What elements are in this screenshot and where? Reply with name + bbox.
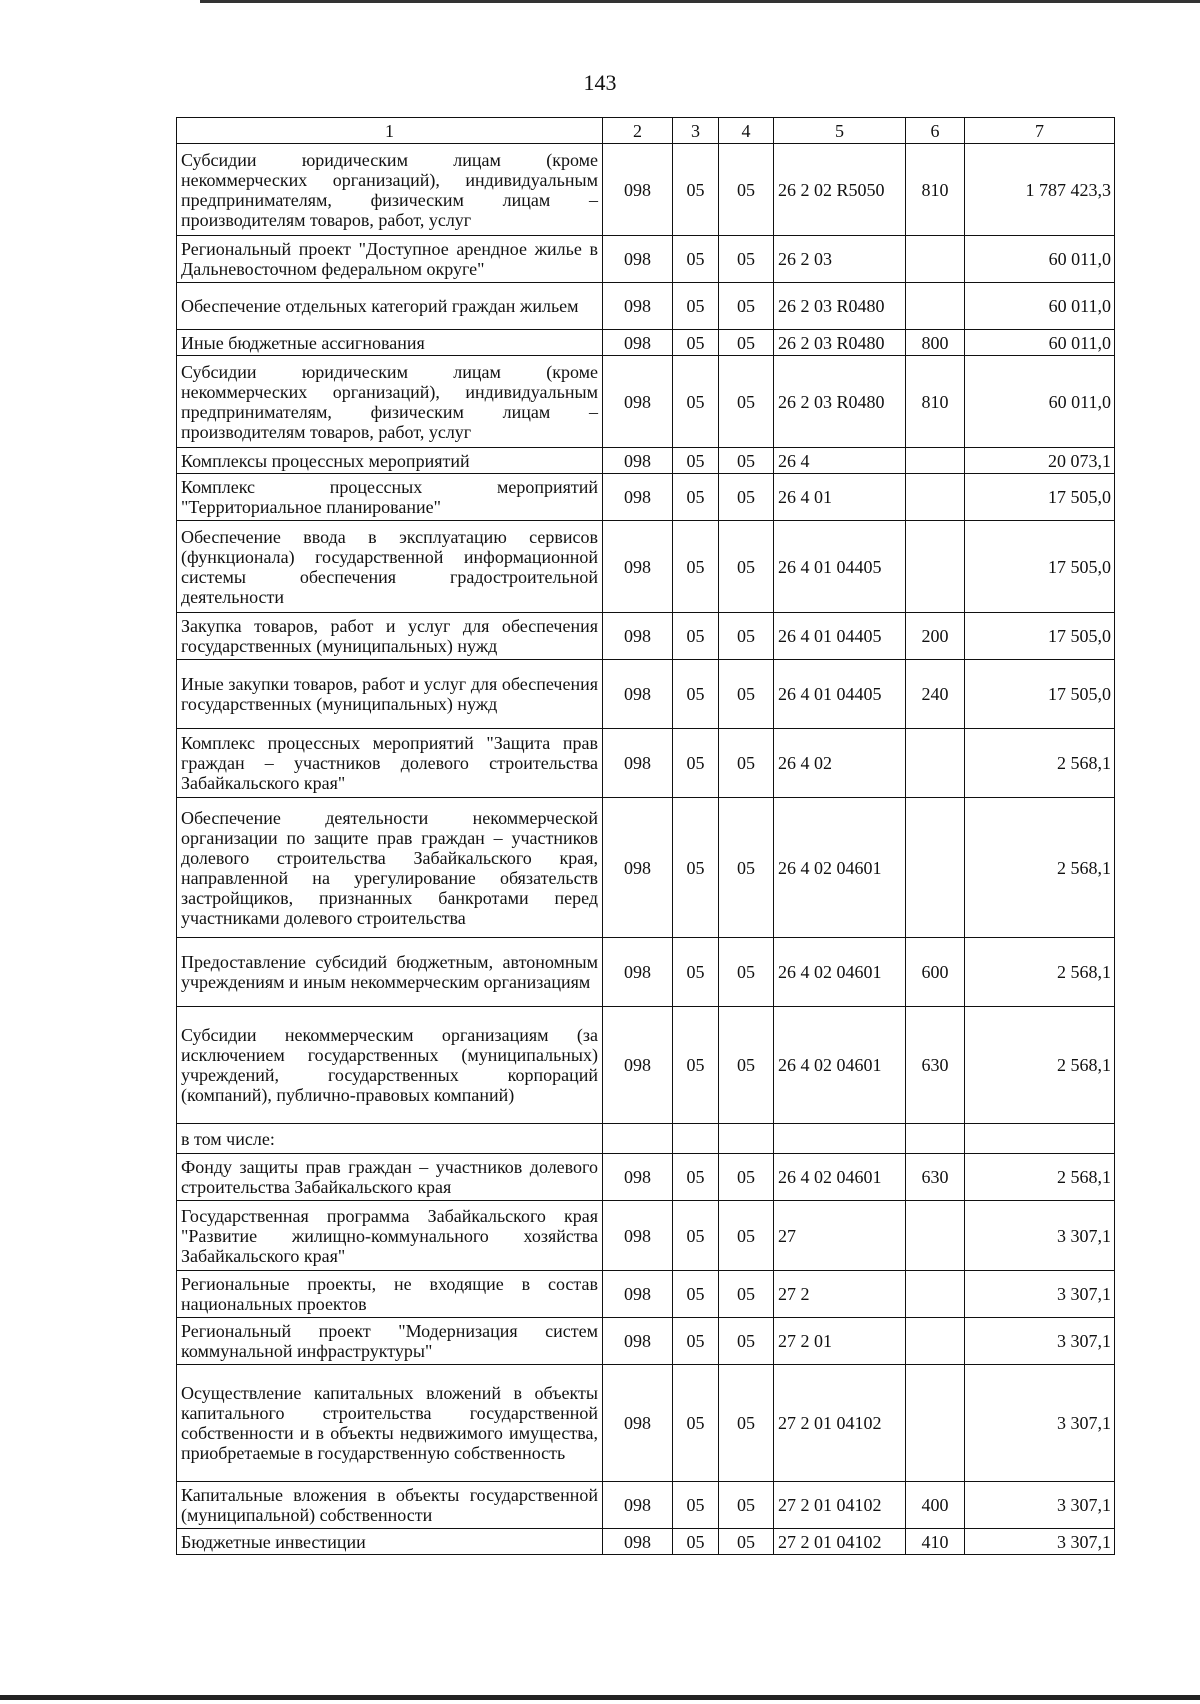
section-code: 05 <box>673 1007 719 1124</box>
expense-type-code <box>906 1271 965 1318</box>
subsection-code: 05 <box>719 1365 774 1482</box>
column-header: 4 <box>719 118 774 144</box>
expense-type-code <box>906 798 965 938</box>
subsection-code: 05 <box>719 1154 774 1201</box>
ministry-code: 098 <box>603 236 673 283</box>
subsection-code: 05 <box>719 448 774 474</box>
header-row <box>177 118 1115 144</box>
section-code: 05 <box>673 474 719 521</box>
target-article-code: 26 4 01 04405 <box>774 613 906 660</box>
section-code: 05 <box>673 729 719 798</box>
section-code: 05 <box>673 283 719 330</box>
expense-type-code: 630 <box>906 1007 965 1124</box>
ministry-code: 098 <box>603 1007 673 1124</box>
table-row <box>177 356 1115 448</box>
target-article-code: 26 4 01 04405 <box>774 521 906 613</box>
row-description: Комплекс процессных мероприятий "Территориальное планирование" <box>177 474 603 521</box>
table-row <box>177 613 1115 660</box>
section-code: 05 <box>673 144 719 236</box>
expense-type-code: 800 <box>906 330 965 356</box>
ministry-code: 098 <box>603 474 673 521</box>
target-article-code: 26 4 02 04601 <box>774 1154 906 1201</box>
section-code <box>673 1124 719 1154</box>
section-code: 05 <box>673 1529 719 1555</box>
subsection-code: 05 <box>719 356 774 448</box>
target-article-code: 26 4 02 <box>774 729 906 798</box>
subsection-code: 05 <box>719 283 774 330</box>
amount: 2 568,1 <box>965 1154 1115 1201</box>
subsection-code: 05 <box>719 1007 774 1124</box>
amount: 3 307,1 <box>965 1529 1115 1555</box>
table-row <box>177 1529 1115 1555</box>
amount: 17 505,0 <box>965 660 1115 729</box>
table-row <box>177 1154 1115 1201</box>
subsection-code: 05 <box>719 1318 774 1365</box>
amount: 60 011,0 <box>965 330 1115 356</box>
amount: 3 307,1 <box>965 1201 1115 1271</box>
column-header: 6 <box>906 118 965 144</box>
amount <box>965 1124 1115 1154</box>
row-description: Предоставление субсидий бюджетным, автономным учреждениям и иным некоммерческим организациям <box>177 938 603 1007</box>
subsection-code <box>719 1124 774 1154</box>
row-description: Субсидии юридическим лицам (кроме некоммерческих организаций), индивидуальным предпринимателям, физическим лицам – производителям товаров, работ, услуг <box>177 356 603 448</box>
column-header: 2 <box>603 118 673 144</box>
amount: 17 505,0 <box>965 521 1115 613</box>
table-row <box>177 938 1115 1007</box>
row-description: Обеспечение отдельных категорий граждан жильем <box>177 283 603 330</box>
row-description: Бюджетные инвестиции <box>177 1529 603 1555</box>
amount: 2 568,1 <box>965 729 1115 798</box>
amount: 2 568,1 <box>965 1007 1115 1124</box>
section-code: 05 <box>673 613 719 660</box>
table-row <box>177 1201 1115 1271</box>
expense-type-code: 240 <box>906 660 965 729</box>
ministry-code: 098 <box>603 729 673 798</box>
target-article-code: 27 2 01 <box>774 1318 906 1365</box>
scan-top-edge <box>200 0 1200 3</box>
target-article-code: 26 4 01 <box>774 474 906 521</box>
row-description: Иные закупки товаров, работ и услуг для обеспечения государственных (муниципальных) нужд <box>177 660 603 729</box>
expense-type-code <box>906 729 965 798</box>
column-header: 3 <box>673 118 719 144</box>
row-description: Капитальные вложения в объекты государственной (муниципальной) собственности <box>177 1482 603 1529</box>
budget-table <box>176 117 1115 1555</box>
amount: 17 505,0 <box>965 613 1115 660</box>
row-description: Субсидии юридическим лицам (кроме некоммерческих организаций), индивидуальным предпринимателям, физическим лицам – производителям товаров, работ, услуг <box>177 144 603 236</box>
subsection-code: 05 <box>719 613 774 660</box>
table-row <box>177 521 1115 613</box>
target-article-code: 26 4 02 04601 <box>774 798 906 938</box>
table-row <box>177 330 1115 356</box>
subsection-code: 05 <box>719 236 774 283</box>
section-code: 05 <box>673 236 719 283</box>
amount: 60 011,0 <box>965 283 1115 330</box>
amount: 3 307,1 <box>965 1318 1115 1365</box>
section-code: 05 <box>673 356 719 448</box>
target-article-code: 26 4 <box>774 448 906 474</box>
target-article-code: 26 4 02 04601 <box>774 1007 906 1124</box>
subsection-code: 05 <box>719 660 774 729</box>
ministry-code: 098 <box>603 1529 673 1555</box>
row-description: Комплексы процессных мероприятий <box>177 448 603 474</box>
amount: 3 307,1 <box>965 1365 1115 1482</box>
subsection-code: 05 <box>719 330 774 356</box>
target-article-code: 26 4 01 04405 <box>774 660 906 729</box>
subsection-code: 05 <box>719 1482 774 1529</box>
target-article-code: 26 2 03 R0480 <box>774 330 906 356</box>
section-code: 05 <box>673 1365 719 1482</box>
expense-type-code: 600 <box>906 938 965 1007</box>
target-article-code: 26 4 02 04601 <box>774 938 906 1007</box>
amount: 20 073,1 <box>965 448 1115 474</box>
row-description: Комплекс процессных мероприятий "Защита прав граждан – участников долевого строительства Забайкальского края" <box>177 729 603 798</box>
subsection-code: 05 <box>719 1271 774 1318</box>
ministry-code: 098 <box>603 1201 673 1271</box>
section-code: 05 <box>673 1154 719 1201</box>
amount: 3 307,1 <box>965 1482 1115 1529</box>
section-code: 05 <box>673 330 719 356</box>
section-code: 05 <box>673 521 719 613</box>
ministry-code: 098 <box>603 613 673 660</box>
ministry-code: 098 <box>603 521 673 613</box>
expense-type-code <box>906 283 965 330</box>
expense-type-code: 810 <box>906 144 965 236</box>
ministry-code: 098 <box>603 798 673 938</box>
ministry-code: 098 <box>603 356 673 448</box>
ministry-code: 098 <box>603 660 673 729</box>
table-row <box>177 798 1115 938</box>
amount: 3 307,1 <box>965 1271 1115 1318</box>
expense-type-code <box>906 1201 965 1271</box>
subsection-code: 05 <box>719 938 774 1007</box>
ministry-code: 098 <box>603 283 673 330</box>
amount: 1 787 423,3 <box>965 144 1115 236</box>
section-code: 05 <box>673 1201 719 1271</box>
amount: 2 568,1 <box>965 798 1115 938</box>
column-header: 5 <box>774 118 906 144</box>
row-description: Осуществление капитальных вложений в объекты капитального строительства государственной собственности и в объекты недвижимого имущества, приобретаемые в государственную собственность <box>177 1365 603 1482</box>
ministry-code: 098 <box>603 938 673 1007</box>
target-article-code: 26 2 03 <box>774 236 906 283</box>
row-description: Иные бюджетные ассигнования <box>177 330 603 356</box>
row-description: Региональные проекты, не входящие в состав национальных проектов <box>177 1271 603 1318</box>
ministry-code: 098 <box>603 1154 673 1201</box>
expense-type-code: 200 <box>906 613 965 660</box>
subsection-code: 05 <box>719 474 774 521</box>
subsection-code: 05 <box>719 729 774 798</box>
section-code: 05 <box>673 1271 719 1318</box>
row-description: Обеспечение ввода в эксплуатацию сервисов (функционала) государственной информационной системы обеспечения градостроительной деятельности <box>177 521 603 613</box>
expense-type-code <box>906 1318 965 1365</box>
expense-type-code: 810 <box>906 356 965 448</box>
table-row <box>177 660 1115 729</box>
row-description: Закупка товаров, работ и услуг для обеспечения государственных (муниципальных) нужд <box>177 613 603 660</box>
section-code: 05 <box>673 660 719 729</box>
target-article-code: 26 2 03 R0480 <box>774 283 906 330</box>
section-code: 05 <box>673 938 719 1007</box>
subsection-code: 05 <box>719 1201 774 1271</box>
table-row <box>177 283 1115 330</box>
table-row <box>177 1482 1115 1529</box>
expense-type-code <box>906 474 965 521</box>
ministry-code <box>603 1124 673 1154</box>
table-row <box>177 1318 1115 1365</box>
amount: 60 011,0 <box>965 356 1115 448</box>
expense-type-code: 630 <box>906 1154 965 1201</box>
amount: 60 011,0 <box>965 236 1115 283</box>
column-header: 1 <box>177 118 603 144</box>
amount: 17 505,0 <box>965 474 1115 521</box>
table-body <box>177 144 1115 1555</box>
expense-type-code <box>906 448 965 474</box>
row-description: Государственная программа Забайкальского края "Развитие жилищно-коммунального хозяйства Забайкальского края" <box>177 1201 603 1271</box>
table-row <box>177 144 1115 236</box>
table-row <box>177 1124 1115 1154</box>
subsection-code: 05 <box>719 1529 774 1555</box>
ministry-code: 098 <box>603 330 673 356</box>
page-number: 143 <box>583 70 617 95</box>
table-row <box>177 1271 1115 1318</box>
section-code: 05 <box>673 1318 719 1365</box>
row-description: Фонду защиты прав граждан – участников долевого строительства Забайкальского края <box>177 1154 603 1201</box>
row-description: Региональный проект "Модернизация систем коммунальной инфраструктуры" <box>177 1318 603 1365</box>
target-article-code: 27 2 01 04102 <box>774 1529 906 1555</box>
target-article-code: 27 2 <box>774 1271 906 1318</box>
expense-type-code <box>906 236 965 283</box>
target-article-code: 27 <box>774 1201 906 1271</box>
section-code: 05 <box>673 448 719 474</box>
subsection-code: 05 <box>719 798 774 938</box>
ministry-code: 098 <box>603 1365 673 1482</box>
ministry-code: 098 <box>603 1482 673 1529</box>
target-article-code: 26 2 03 R0480 <box>774 356 906 448</box>
amount: 2 568,1 <box>965 938 1115 1007</box>
section-code: 05 <box>673 1482 719 1529</box>
section-code: 05 <box>673 798 719 938</box>
column-header: 7 <box>965 118 1115 144</box>
table-row <box>177 474 1115 521</box>
ministry-code: 098 <box>603 144 673 236</box>
target-article-code <box>774 1124 906 1154</box>
row-description: Субсидии некоммерческим организациям (за исключением государственных (муниципальных) учреждений, государственных корпораций (компаний), публично-правовых компаний) <box>177 1007 603 1124</box>
target-article-code: 26 2 02 R5050 <box>774 144 906 236</box>
expense-type-code <box>906 521 965 613</box>
table-row <box>177 448 1115 474</box>
table-row <box>177 1365 1115 1482</box>
ministry-code: 098 <box>603 1271 673 1318</box>
expense-type-code: 410 <box>906 1529 965 1555</box>
expense-type-code <box>906 1124 965 1154</box>
table-row <box>177 236 1115 283</box>
row-description: Региональный проект "Доступное арендное жилье в Дальневосточном федеральном округе" <box>177 236 603 283</box>
scan-bottom-edge <box>0 1695 1200 1700</box>
expense-type-code <box>906 1365 965 1482</box>
subsection-code: 05 <box>719 144 774 236</box>
ministry-code: 098 <box>603 1318 673 1365</box>
table-row <box>177 729 1115 798</box>
ministry-code: 098 <box>603 448 673 474</box>
target-article-code: 27 2 01 04102 <box>774 1482 906 1529</box>
table-row <box>177 1007 1115 1124</box>
expense-type-code: 400 <box>906 1482 965 1529</box>
budget-table-container <box>176 117 1115 1555</box>
subsection-code: 05 <box>719 521 774 613</box>
row-description: в том числе: <box>177 1124 603 1154</box>
row-description: Обеспечение деятельности некоммерческой организации по защите прав граждан – участников долевого строительства Забайкальского края, направленной на урегулирование обязательств застройщиков, признанных банкротами перед участниками долевого строительства <box>177 798 603 938</box>
target-article-code: 27 2 01 04102 <box>774 1365 906 1482</box>
